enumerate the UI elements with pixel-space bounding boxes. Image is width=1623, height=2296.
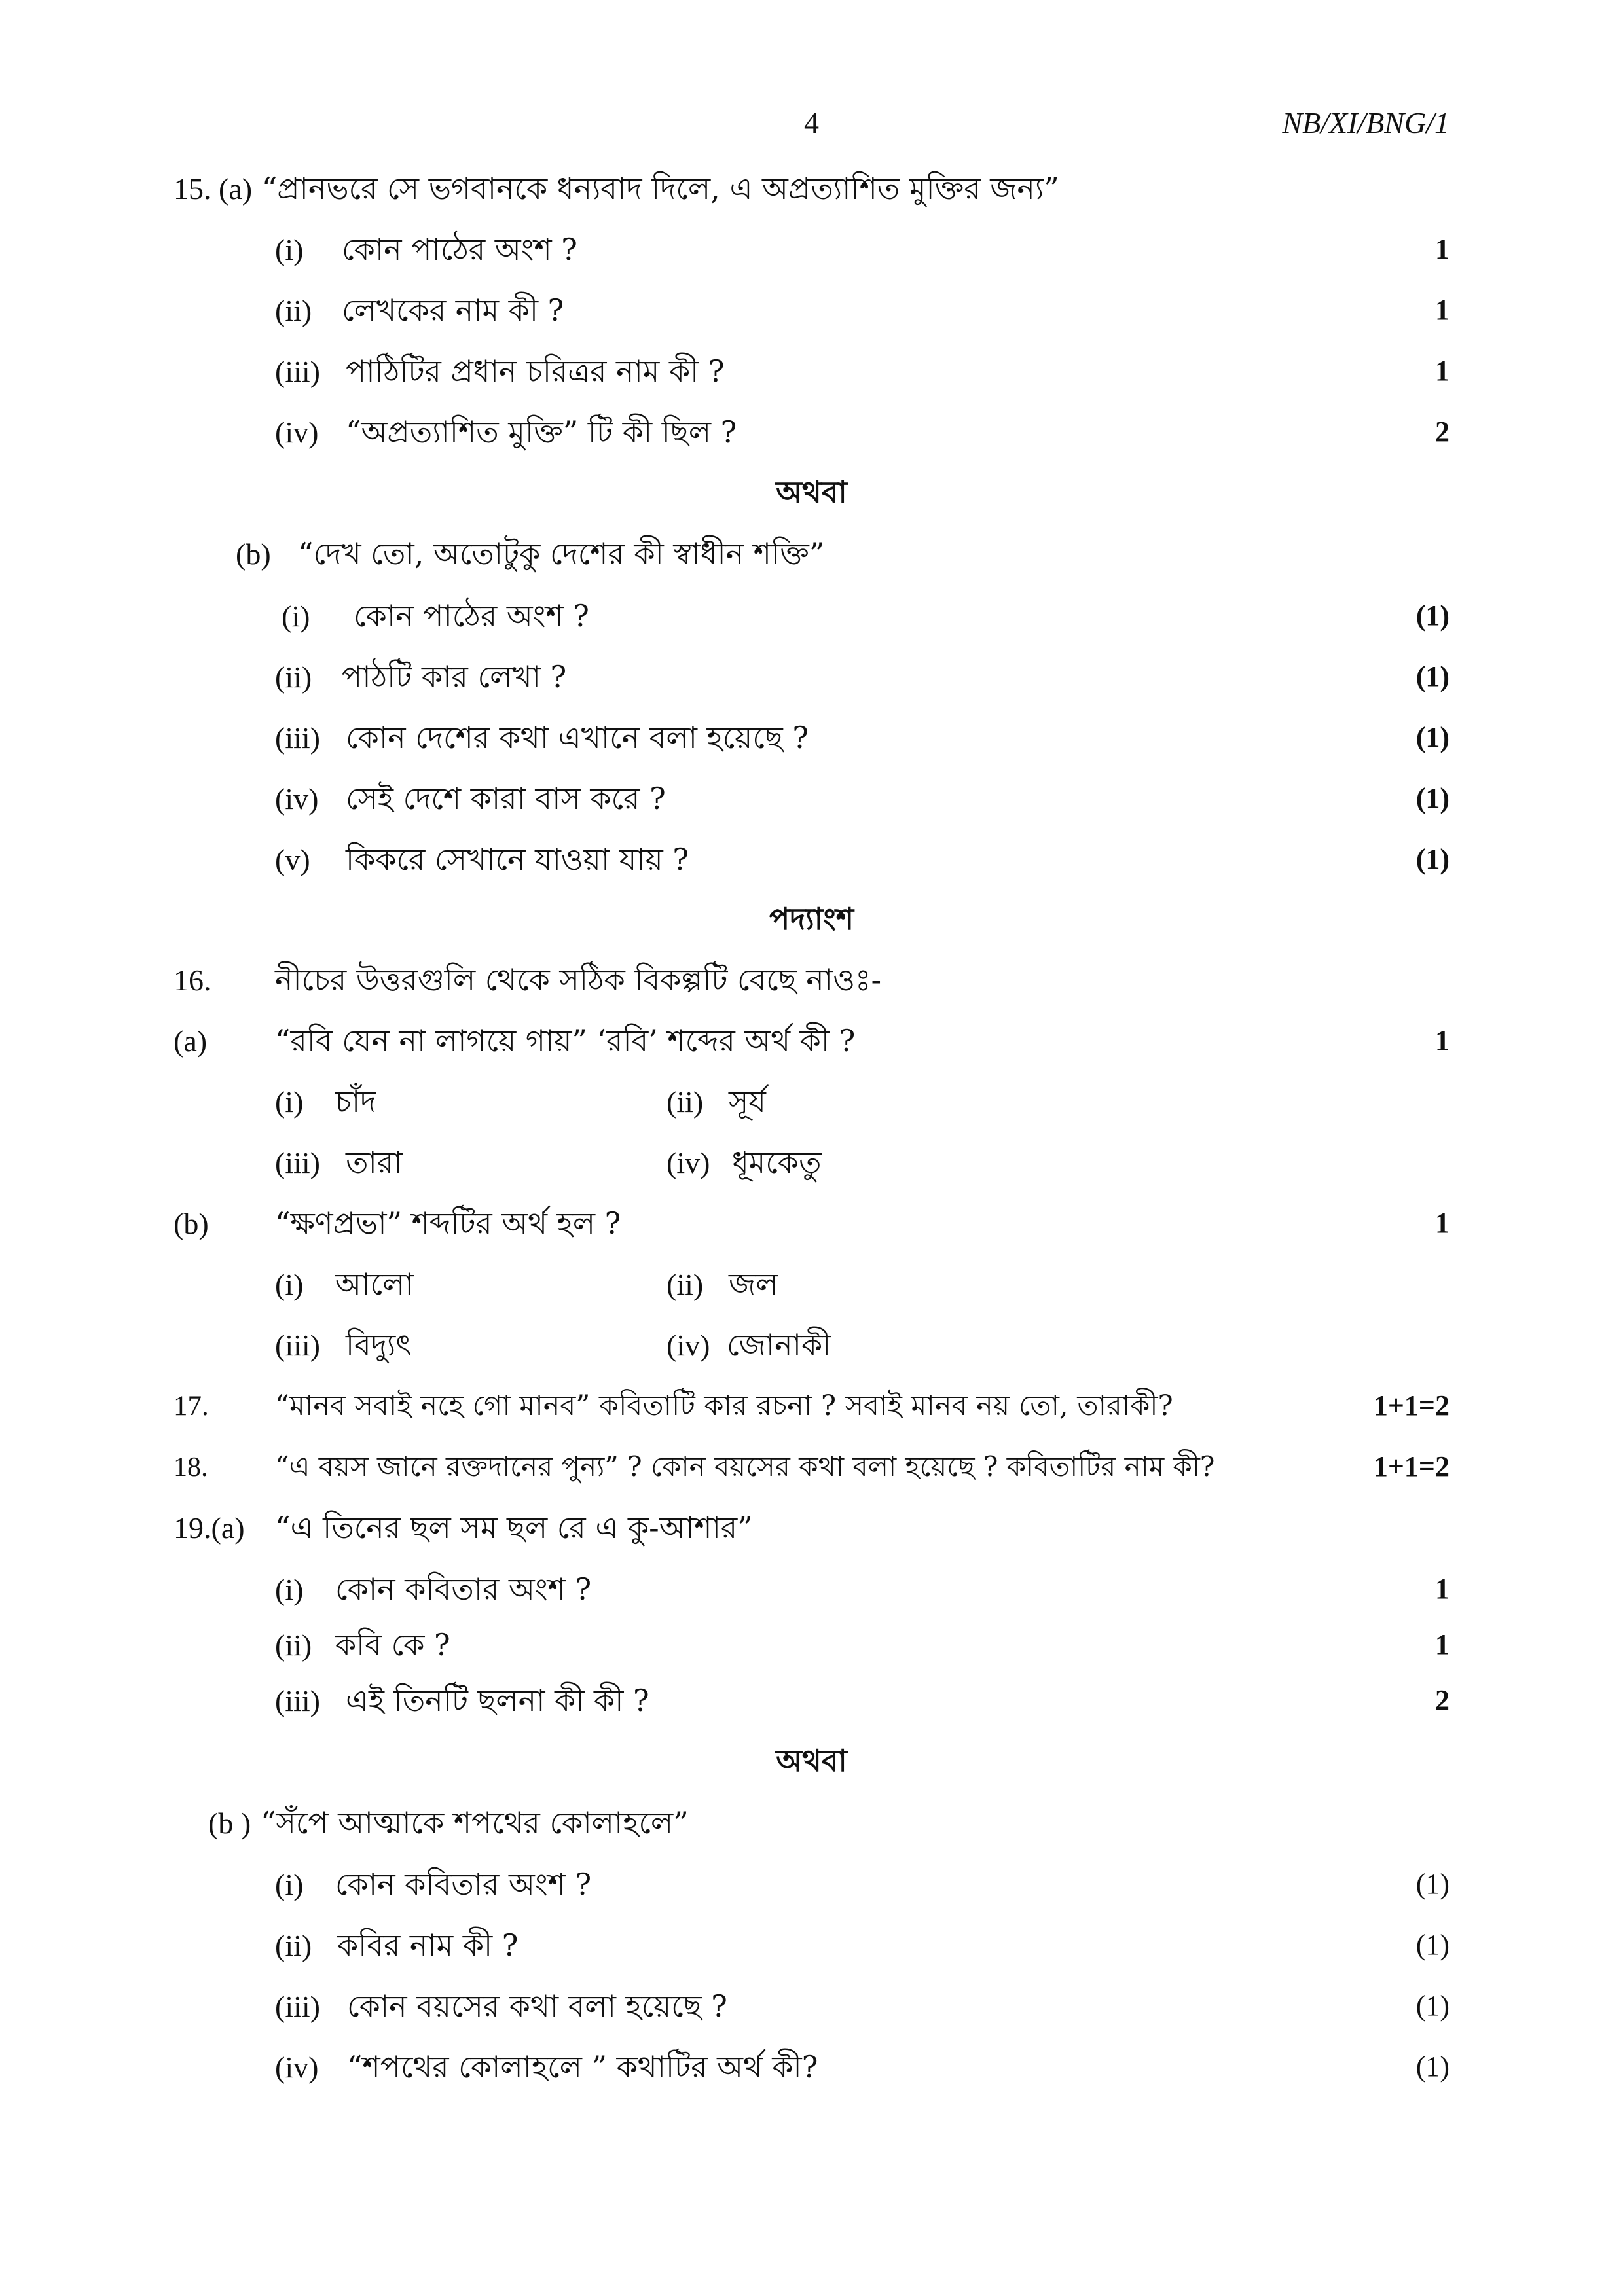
item-text: কবির নাম কী ? [337,1928,519,1963]
item-number: (ii) [275,1929,312,1962]
item-text: সেই দেশে কারা বাস করে ? [346,781,666,816]
or-divider: অথবা [776,475,847,510]
question-text: “মানব সবাই নহে গো মানব” কবিতাটি কার রচনা ? সবাই মানব নয় তো, তারাকী? [275,1390,1173,1422]
item-text: কোন পাঠের অংশ ? [342,232,577,267]
mark: 1 [1435,1573,1450,1605]
sub-question [275,414,737,451]
question-label: 19.(a) [173,1511,245,1545]
sub-question [275,231,577,268]
option-number: (iv) [666,1329,710,1362]
sub-question [275,292,564,329]
sub-question [275,841,689,878]
question-16a [173,1022,855,1060]
option-number: (i) [275,1085,304,1119]
item-number: (v) [275,843,310,876]
question-16b [173,1205,621,1242]
item-number: (i) [275,1573,304,1606]
item-number: (ii) [275,660,312,694]
item-text: কোন বয়সের কথা বলা হয়েছে ? [347,1988,727,2024]
item-number: (iv) [275,782,319,816]
question-18 [173,1448,1214,1486]
option-text: আলো [335,1266,414,1302]
question-15a [173,170,1059,207]
mark: 2 [1435,1684,1450,1716]
question-text: “ক্ষণপ্রভা” শব্দটির অর্থ হল ? [275,1206,621,1241]
option-number: (ii) [666,1085,704,1119]
page-number: 4 [804,106,819,139]
item-text: লেখকের নাম কী ? [342,293,564,328]
item-number: (iv) [275,416,319,449]
option-text: জল [729,1266,778,1302]
item-text: পাঠিটির প্রধান চরিত্রর নাম কী ? [346,353,725,389]
mark: (1) [1415,843,1450,875]
mark: (1) [1415,782,1450,814]
question-quote: “প্রানভরে সে ভগবানকে ধন্যবাদ দিলে, এ অপ্রত্যাশিত মুক্তির জন্য” [261,171,1059,206]
question-15b [236,535,824,573]
sub-question [275,1988,727,2025]
question-label: (b) [173,1207,209,1240]
question-quote: “সঁপে আত্মাকে শপথের কোলাহলে” [261,1805,689,1840]
item-text: কোন দেশের কথা এখানে বলা হয়েছে ? [346,720,809,755]
question-quote: “এ তিনের ছল সম ছল রে এ কু-আশার” [275,1510,753,1545]
item-text: “শপথের কোলাহলে ” কথাটির অর্থ কী? [347,2049,818,2085]
item-number: (iv) [275,2051,319,2084]
option-text: ধূমকেতু [732,1145,822,1180]
item-number: (ii) [275,294,312,327]
question-text: “রবি যেন না লাগয়ে গায়” ‘রবি’ শব্দের অর্থ কী ? [275,1023,856,1058]
section-title: পদ্যাংশ [769,901,854,937]
option-text: তারা [346,1145,403,1180]
option-text: জোনাকী [727,1327,831,1363]
option [666,1083,766,1121]
option-number: (iv) [666,1146,710,1179]
item-number: (ii) [275,1628,312,1662]
sub-question [275,1682,649,1719]
mark: (1) [1415,2051,1450,2083]
option-number: (iii) [275,1329,320,1362]
option [275,1144,403,1181]
item-text: এই তিনটি ছলনা কী কী ? [346,1683,649,1718]
mark: (1) [1415,1929,1450,1961]
mark: (1) [1415,1990,1450,2022]
question-17 [173,1388,1173,1425]
sub-question [275,780,666,817]
option-text: বিদ্যুৎ [346,1327,412,1363]
question-label: (a) [173,1024,208,1058]
mark: (1) [1415,660,1450,692]
item-number: (iii) [275,1990,320,2023]
mark: (1) [1415,600,1450,632]
mark: 1 [1435,233,1450,265]
item-number: (i) [275,1868,304,1901]
mark: (1) [1415,721,1450,753]
option [666,1144,822,1181]
sub-question [275,719,809,757]
mark: 1+1=2 [1373,1450,1450,1482]
question-quote: “দেখ তো, অতোটুকু দেশের কী স্বাধীন শক্তি” [298,536,825,571]
option [275,1083,376,1121]
question-16 [173,961,881,999]
item-text: কোন কবিতার অংশ ? [335,1867,592,1902]
or-divider: অথবা [776,1743,847,1778]
mark: 1 [1435,294,1450,326]
item-number: (i) [275,233,304,266]
sub-question [275,353,725,390]
option-text: সূর্য [729,1084,766,1119]
item-text: কবি কে ? [335,1627,450,1662]
item-text: পাঠটি কার লেখা ? [342,659,567,694]
mark: 1+1=2 [1373,1390,1450,1422]
mark: (1) [1415,1868,1450,1900]
mark: 1 [1435,1628,1450,1660]
sub-question [275,1866,591,1903]
question-text: নীচের উত্তরগুলি থেকে সঠিক বিকল্পটি বেছে নাওঃ- [275,962,882,997]
option-number: (i) [275,1268,304,1301]
question-number: 16. [173,963,211,997]
question-label: 15. (a) [173,172,253,206]
mark: 2 [1435,416,1450,448]
question-label: (b) [236,537,271,571]
mark: 1 [1435,355,1450,387]
option [666,1266,778,1303]
mark: 1 [1435,1207,1450,1239]
item-text: কিকরে সেখানে যাওয়া যায় ? [346,842,689,877]
question-number: 17. [173,1391,209,1422]
question-19b [208,1804,689,1842]
question-number: 18. [173,1452,208,1482]
question-19a [173,1509,753,1547]
option [275,1327,412,1364]
option-number: (ii) [666,1268,704,1301]
item-text: কোন কবিতার অংশ ? [335,1571,592,1607]
item-number: (i) [282,600,310,633]
paper-code: NB/XI/BNG/1 [1282,106,1450,139]
option-text: চাঁদ [335,1084,376,1119]
mark: 1 [1435,1024,1450,1056]
item-number: (iii) [275,721,320,755]
item-text: কোন পাঠের অংশ ? [354,598,589,634]
item-text: “অপ্রত্যাশিত মুক্তি” টি কী ছিল ? [346,414,737,450]
item-number: (iii) [275,355,320,388]
option-number: (iii) [275,1146,320,1179]
question-text: “এ বয়স জানে রক্তদানের পুন্য” ? কোন বয়সের কথা বলা হয়েছে ? কবিতাটির নাম কী? [275,1450,1215,1482]
sub-question [275,2049,818,2086]
sub-question [282,598,589,635]
sub-question [275,1927,518,1964]
option [275,1266,414,1303]
sub-question [275,1571,591,1608]
item-number: (iii) [275,1684,320,1717]
option [666,1327,831,1364]
sub-question [275,1626,450,1664]
sub-question [275,658,566,696]
question-label: (b ) [208,1806,251,1840]
